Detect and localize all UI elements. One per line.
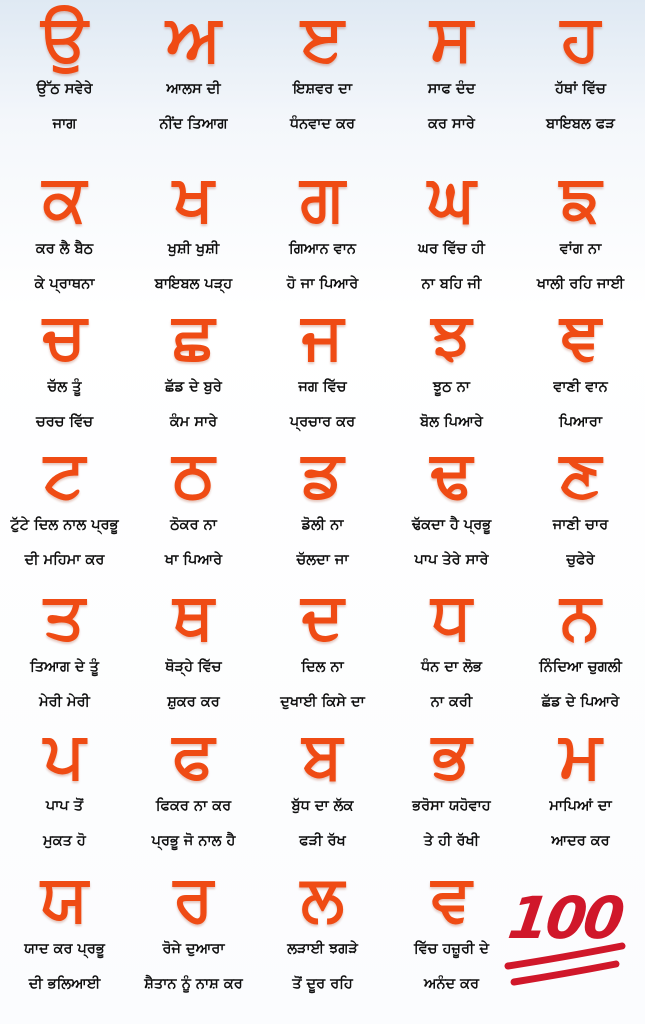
verse-line-1: ਠੋਕਰ ਨਾ	[170, 517, 217, 533]
verse-line-2: ਦੀ ਮਹਿਮਾ ਕਰ	[24, 552, 105, 568]
verse-line-2: ਦੁਖਾਈ ਕਿਸੇ ਦਾ	[280, 694, 365, 710]
verse-line-1: ਆਲਸ ਦੀ	[166, 81, 221, 97]
gurmukhi-letter: ਬ	[302, 719, 343, 793]
letter-card	[516, 0, 645, 140]
verse-line-2: ਧੰਨਵਾਦ ਕਰ	[290, 116, 355, 132]
letter-card	[129, 860, 258, 1000]
letter-card	[0, 298, 129, 438]
letter-card	[129, 436, 258, 576]
gurmukhi-letter: ਅ	[165, 2, 222, 76]
letter-card	[0, 0, 129, 140]
verse-line-1: ਖੁਸ਼ੀ ਖੁਸ਼ੀ	[167, 241, 220, 257]
gurmukhi-letter: ਘ	[427, 162, 476, 236]
letter-card	[516, 160, 645, 300]
verse-line-2: ਚਰਚ ਵਿੱਚ	[35, 414, 94, 430]
gurmukhi-letter: ਭ	[431, 719, 472, 793]
gurmukhi-letter: ਛ	[172, 300, 215, 374]
verse-line-1: ਇਸ਼ਵਰ ਦਾ	[292, 81, 353, 97]
letter-card	[258, 298, 387, 438]
letter-row	[0, 0, 645, 140]
gurmukhi-letter: ਫ	[172, 719, 215, 793]
gurmukhi-letter: ਠ	[172, 438, 215, 512]
gurmukhi-letter: ਪ	[43, 719, 86, 793]
gurmukhi-letter: ਝ	[431, 300, 472, 374]
letter-row	[0, 436, 645, 576]
gurmukhi-letter: ਯ	[41, 862, 88, 936]
verse-line-1: ਵਾਣੀ ਵਾਨ	[553, 379, 608, 395]
verse-line-2: ਜਾਗ	[52, 116, 77, 132]
letter-card	[0, 160, 129, 300]
verse-line-1: ਘਰ ਵਿੱਚ ਹੀ	[418, 241, 485, 257]
verse-line-2: ਦੀ ਭਲਿਆਈ	[28, 976, 101, 992]
letter-card	[129, 578, 258, 718]
letter-card	[258, 160, 387, 300]
verse-line-1: ਨਿੰਦਿਆ ਚੁਗਲੀ	[539, 659, 622, 675]
letter-card	[516, 578, 645, 718]
gurmukhi-letter: ਗ	[300, 162, 345, 236]
verse-line-2: ਚੁਫੇਰੇ	[566, 552, 595, 568]
gurmukhi-letter: ਧ	[431, 580, 472, 654]
letter-card	[258, 860, 387, 1000]
verse-line-2: ਨਾ ਕਰੀ	[430, 694, 473, 710]
letter-card	[129, 160, 258, 300]
verse-line-1: ਰੋਜੇ ਦੁਆਰਾ	[162, 941, 225, 957]
verse-line-2: ਪਿਆਰਾ	[559, 414, 602, 430]
hundred-points-icon	[500, 880, 630, 1010]
letter-card	[129, 298, 258, 438]
verse-line-2: ਤੋਂ ਦੂਰ ਰਹਿ	[292, 976, 353, 992]
gurmukhi-letter: ਚ	[42, 300, 87, 374]
letter-row	[0, 160, 645, 300]
verse-line-1: ਮਾਪਿਆਂ ਦਾ	[549, 798, 612, 814]
letter-card	[0, 436, 129, 576]
letter-card	[387, 160, 516, 300]
verse-line-2: ਸ਼ੈਤਾਨ ਨੂੰ ਨਾਸ਼ ਕਰ	[144, 976, 243, 992]
verse-line-1: ਪਾਪ ਤੋਂ	[45, 798, 84, 814]
verse-line-1: ਦਿਲ ਨਾ	[301, 659, 344, 675]
hundred-points-text: 100	[504, 884, 626, 952]
verse-line-1: ਟੁੱਟੇ ਦਿਲ ਨਾਲ ਪ੍ਰਭੂ	[10, 517, 119, 533]
verse-line-1: ਉੱਠ ਸਵੇਰੇ	[36, 81, 93, 97]
gurmukhi-letter: ਟ	[43, 438, 86, 512]
verse-line-2: ਛੱਡ ਦੇ ਪਿਆਰੇ	[541, 694, 620, 710]
verse-line-2: ਕਰ ਸਾਰੇ	[428, 116, 475, 132]
verse-line-2: ਕੇ ਪ੍ਰਾਥਨਾ	[34, 276, 95, 292]
verse-line-1: ਛੱਡ ਦੇ ਬੁਰੇ	[165, 379, 222, 395]
hundred-points-underlines	[500, 880, 630, 1010]
gurmukhi-letter: ਲ	[300, 862, 345, 936]
verse-line-2: ਪ੍ਰਭੂ ਜੋ ਨਾਲ ਹੈ	[151, 833, 236, 849]
verse-line-1: ਵਾਂਗ ਨਾ	[559, 241, 602, 257]
verse-line-2: ਪਾਪ ਤੇਰੇ ਸਾਰੇ	[414, 552, 489, 568]
letter-card	[129, 0, 258, 140]
verse-line-1: ਢੱਕਦਾ ਹੈ ਪ੍ਰਭੂ	[411, 517, 492, 533]
gurmukhi-letter: ਕ	[42, 162, 87, 236]
gurmukhi-letter: ਨ	[560, 580, 601, 654]
gurmukhi-letter: ਣ	[559, 438, 602, 512]
verse-line-2: ਤੇ ਹੀ ਰੱਖੀ	[423, 833, 480, 849]
verse-line-1: ਜਾਣੀ ਚਾਰ	[552, 517, 609, 533]
verse-line-2: ਹੋ ਜਾ ਪਿਆਰੇ	[286, 276, 359, 292]
letter-card	[387, 578, 516, 718]
gurmukhi-letter: ਮ	[559, 719, 602, 793]
letter-row	[0, 578, 645, 718]
letter-card	[387, 860, 516, 1000]
verse-line-2: ਅਨੰਦ ਕਰ	[423, 976, 480, 992]
verse-line-2: ਫੜੀ ਰੱਖ	[299, 833, 346, 849]
verse-line-1: ਬੁੱਧ ਦਾ ਲੱਕ	[291, 798, 354, 814]
verse-line-1: ਸਾਫ ਦੰਦ	[427, 81, 476, 97]
verse-line-1: ਜਗ ਵਿੱਚ	[298, 379, 347, 395]
letter-card	[516, 717, 645, 857]
gurmukhi-letter: ਰ	[173, 862, 214, 936]
letter-card	[258, 717, 387, 857]
verse-line-2: ਪ੍ਰਚਾਰ ਕਰ	[289, 414, 356, 430]
verse-line-2: ਬਾਇਬਲ ਪੜ੍ਹ	[154, 276, 233, 292]
verse-line-1: ਕਰ ਲੈ ਬੈਠ	[35, 241, 94, 257]
letter-card	[258, 578, 387, 718]
verse-line-1: ਲੜਾਈ ਝਗੜੇ	[287, 941, 358, 957]
verse-line-2: ਆਦਰ ਕਰ	[551, 833, 610, 849]
gurmukhi-letter: ਙ	[559, 162, 602, 236]
letter-card	[516, 436, 645, 576]
letter-card	[0, 578, 129, 718]
verse-line-2: ਮੇਰੀ ਮੇਰੀ	[39, 694, 90, 710]
letter-card	[258, 0, 387, 140]
gurmukhi-letter: ਜ	[301, 300, 344, 374]
verse-line-2: ਨਾ ਬਹਿ ਜੀ	[421, 276, 482, 292]
gurmukhi-letter: ੲ	[301, 2, 344, 76]
verse-line-2: ਚੱਲਦਾ ਜਾ	[296, 552, 349, 568]
verse-line-1: ਗਿਆਨ ਵਾਨ	[289, 241, 356, 257]
verse-line-1: ਯਾਦ ਕਰ ਪ੍ਰਭੂ	[24, 941, 105, 957]
verse-line-2: ਕੰਮ ਸਾਰੇ	[169, 414, 218, 430]
verse-line-1: ਭਰੋਸਾ ਯਹੋਵਾਹ	[412, 798, 491, 814]
letter-card	[0, 717, 129, 857]
verse-line-2: ਬੋਲ ਪਿਆਰੇ	[420, 414, 483, 430]
letter-card	[387, 0, 516, 140]
letter-row	[0, 717, 645, 857]
verse-line-1: ਵਿੱਚ ਹਜ਼ੂਰੀ ਦੇ	[414, 941, 489, 957]
verse-line-1: ਥੋੜ੍ਹੇ ਵਿੱਚ	[165, 659, 222, 675]
verse-line-2: ਬਾਇਬਲ ਫੜ	[546, 116, 615, 132]
verse-line-1: ਹੱਥਾਂ ਵਿੱਚ	[555, 81, 606, 97]
gurmukhi-letter: ਥ	[173, 580, 214, 654]
verse-line-1: ਧੰਨ ਦਾ ਲੋਭ	[421, 659, 482, 675]
gurmukhi-letter: ਖ	[173, 162, 214, 236]
verse-line-1: ਝੂਠ ਨਾ	[433, 379, 470, 395]
letter-card	[387, 298, 516, 438]
gurmukhi-letter: ਵ	[431, 862, 472, 936]
letter-card	[387, 436, 516, 576]
verse-line-1: ਡੋਲੀ ਨਾ	[301, 517, 344, 533]
gurmukhi-letter: ਡ	[301, 438, 344, 512]
gurmukhi-letter: ਸ	[430, 2, 473, 76]
letter-card	[516, 298, 645, 438]
letter-card	[387, 717, 516, 857]
verse-line-2: ਖਾਲੀ ਰਹਿ ਜਾਈ	[536, 276, 625, 292]
gurmukhi-letter: ਦ	[301, 580, 344, 654]
gurmukhi-letter: ਉ	[41, 2, 88, 76]
letter-card	[258, 436, 387, 576]
verse-line-2: ਖਾ ਪਿਆਰੇ	[164, 552, 223, 568]
letter-card	[0, 860, 129, 1000]
gurmukhi-letter: ਢ	[430, 438, 473, 512]
gurmukhi-letter: ਤ	[44, 580, 85, 654]
letter-row	[0, 298, 645, 438]
verse-line-1: ਤਿਆਗ ਦੇ ਤੂੰ	[30, 659, 99, 675]
letter-card	[129, 717, 258, 857]
verse-line-1: ਚੱਲ ਤੂੰ	[47, 379, 82, 395]
verse-line-2: ਮੁਕਤ ਹੋ	[43, 833, 86, 849]
gurmukhi-letter: ਹ	[560, 2, 601, 76]
verse-line-2: ਨੀਂਦ ਤਿਆਗ	[159, 116, 228, 132]
verse-line-2: ਸ਼ੁਕਰ ਕਰ	[167, 694, 220, 710]
gurmukhi-letter: ਞ	[560, 300, 601, 374]
verse-line-1: ਫਿਕਰ ਨਾ ਕਰ	[155, 798, 232, 814]
